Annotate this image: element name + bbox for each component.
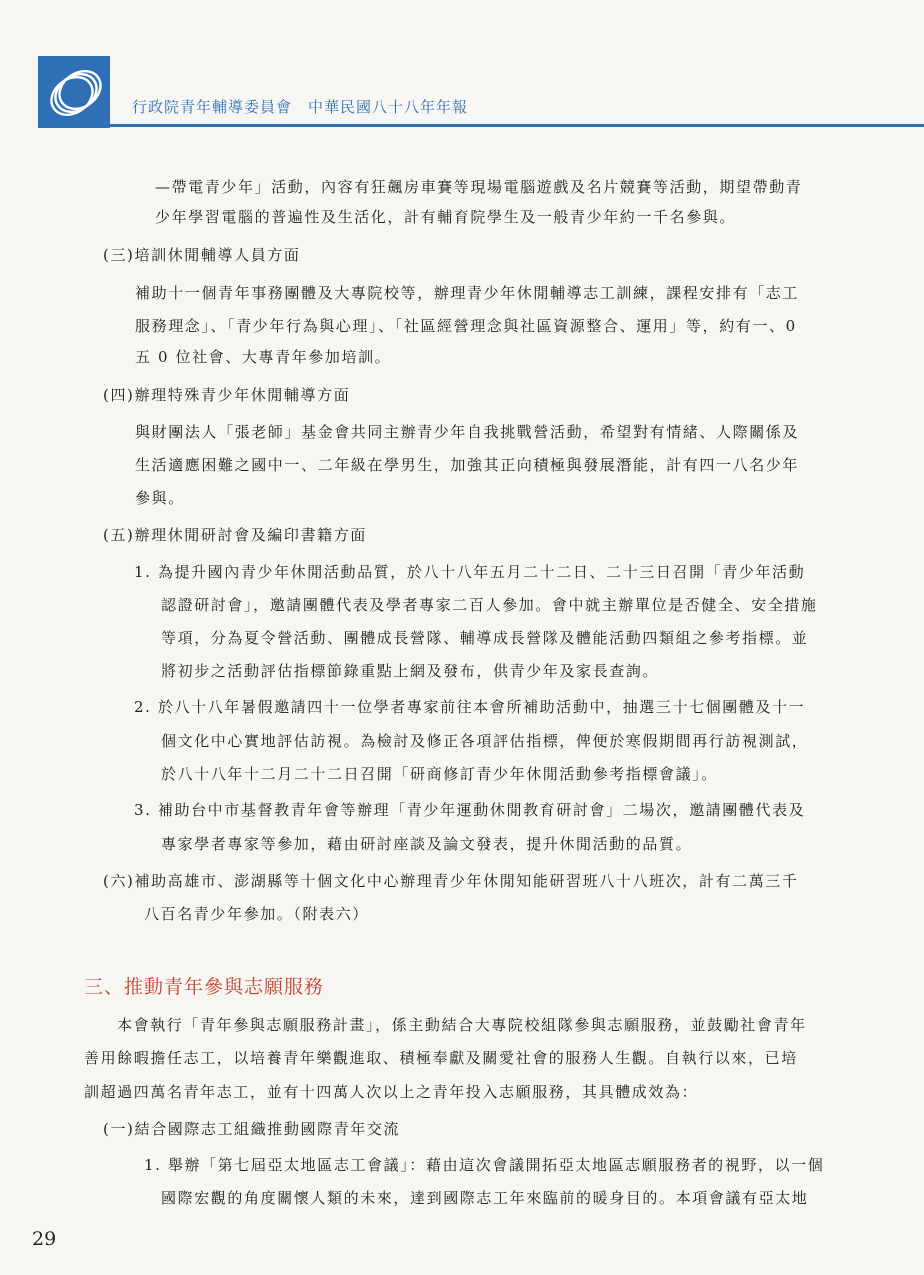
subsection-heading: (一)結合國際志工組織推動國際青年交流: [103, 1120, 401, 1138]
subsection-heading: (三)培訓休閒輔導人員方面: [103, 246, 301, 264]
rings-logo-icon: [38, 56, 110, 128]
body-line: 補助十一個青年事務團體及大專院校等，辦理青少年休閒輔導志工訓練，課程安排有「志工: [135, 284, 800, 302]
subsection-heading: (四)辦理特殊青少年休閒輔導方面: [103, 386, 351, 404]
body-line: —帶電青少年」活動，內容有狂飆房車賽等現場電腦遊戲及名片競賽等活動，期望帶動青: [155, 178, 803, 196]
body-line: 五 0 位社會、大專青年參加培訓。: [135, 348, 392, 366]
body-line: 於八十八年十二月二十二日召開「研商修訂青少年休閒活動參考指標會議」。: [161, 765, 718, 783]
list-item: 2. 於八十八年暑假邀請四十一位學者專家前往本會所補助活動中，抽選三十七個團體及十一: [134, 698, 806, 716]
list-item: 3. 補助台中市基督教青年會等辦理「青少年運動休閒教育研討會」二場次，邀請團體代表及: [134, 801, 806, 819]
logo: [38, 56, 110, 128]
body-line: 個文化中心實地評估訪視。為檢討及修正各項評估指標，俾便於寒假期間再行訪視測試，: [161, 732, 809, 750]
list-item: 1. 舉辦「第七屆亞太地區志工會議」：藉由這次會議開拓亞太地區志願服務者的視野，以一個: [144, 1156, 825, 1174]
body-line: 本會執行「青年參與志願服務計畫」，係主動結合大專院校組隊參與志願服務，並鼓勵社會青年: [117, 1016, 807, 1034]
body-line: 善用餘暇擔任志工，以培養青年樂觀進取、積極奉獻及關愛社會的服務人生觀。自執行以來，已培: [84, 1049, 798, 1067]
header-divider: [110, 124, 924, 127]
page-number: 29: [32, 1228, 57, 1250]
body-line: 與財團法人「張老師」基金會共同主辦青少年自我挑戰營活動，希望對有情緒、人際關係及: [135, 423, 800, 441]
body-line: 參與。: [135, 489, 185, 507]
body-line: 國際宏觀的角度關懷人類的未來，達到國際志工年來臨前的暖身目的。本項會議有亞太地: [161, 1189, 809, 1207]
body-line: 生活適應困難之國中一、二年級在學男生，加強其正向積極與發展潛能，計有四一八名少年: [135, 456, 800, 474]
body-line: 訓超過四萬名青年志工，並有十四萬人次以上之青年投入志願服務，其具體成效為：: [84, 1083, 699, 1101]
body-line: 認證研討會」，邀請團體代表及學者專家二百人參加。會中就主辦單位是否健全、安全措施: [161, 596, 818, 614]
subsection-heading: (五)辦理休閒研討會及編印書籍方面: [103, 526, 367, 544]
body-line: 八百名青少年參加。（附表六）: [144, 905, 369, 923]
body-line: 等項，分為夏令營活動、團體成長營隊、輔導成長營隊及體能活動四類組之參考指標。並: [161, 629, 809, 647]
subsection-heading: (六)補助高雄市、澎湖縣等十個文化中心辦理青少年休閒知能研習班八十八班次，計有二萬三千: [103, 872, 799, 890]
section-title: 三、推動青年參與志願服務: [84, 976, 325, 998]
body-line: 服務理念」、「青少年行為與心理」、「社區經營理念與社區資源整合、運用」等，約有一、0: [135, 317, 797, 335]
body-line: 專家學者專家等參加，藉由研討座談及論文發表，提升休閒活動的品質。: [161, 835, 693, 853]
body-line: 少年學習電腦的普遍性及生活化，計有輔育院學生及一般青少年約一千名參與。: [155, 208, 737, 226]
body-line: 將初步之活動評估指標節錄重點上網及發布，供青少年及家長查詢。: [161, 662, 660, 680]
header-title: 行政院青年輔導委員會 中華民國八十八年年報: [132, 98, 469, 116]
list-item: 1. 為提升國內青少年休閒活動品質，於八十八年五月二十二日、二十三日召開「青少年活動: [134, 563, 806, 581]
